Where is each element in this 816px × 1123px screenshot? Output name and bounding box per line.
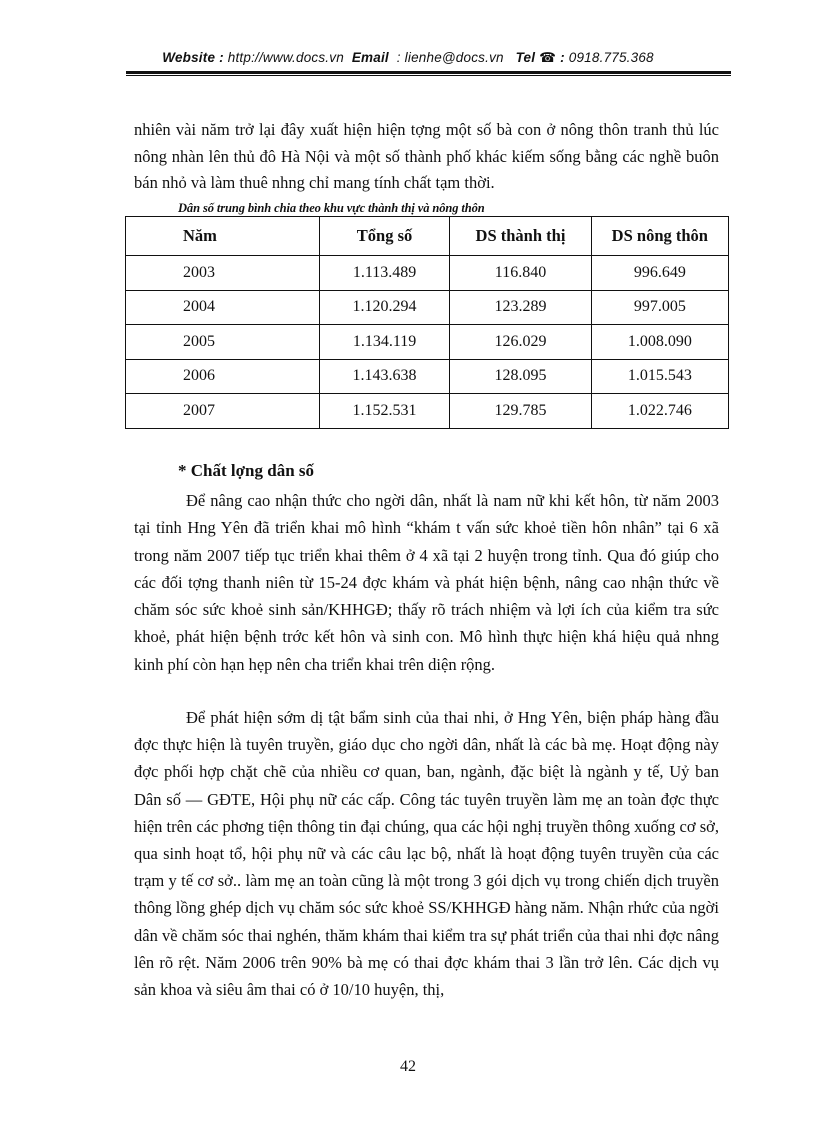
email-value[interactable]: : lienhe@docs.vn <box>396 50 504 65</box>
tel-label: Tel ☎ : <box>515 50 565 65</box>
cell-rural: 1.022.746 <box>591 394 728 429</box>
table-caption: Dân số trung bình chia theo khu vực thành thị và nông thôn <box>178 201 485 215</box>
cell-year: 2005 <box>126 325 320 360</box>
cell-urban: 129.785 <box>450 394 591 429</box>
website-label: Website : <box>162 50 224 65</box>
cell-year: 2007 <box>126 394 320 429</box>
cell-urban: 116.840 <box>450 256 591 291</box>
cell-total: 1.120.294 <box>319 290 450 325</box>
header-year: Năm <box>126 217 320 256</box>
header-rural: DS nông thôn <box>591 217 728 256</box>
cell-rural: 1.008.090 <box>591 325 728 360</box>
cell-total: 1.113.489 <box>319 256 450 291</box>
website-url[interactable]: http://www.docs.vn <box>227 50 344 65</box>
cell-rural: 996.649 <box>591 256 728 291</box>
cell-rural: 997.005 <box>591 290 728 325</box>
cell-total: 1.152.531 <box>319 394 450 429</box>
table-header-row <box>126 217 729 256</box>
page-header <box>0 50 816 66</box>
cell-year: 2004 <box>126 290 320 325</box>
table-row <box>126 394 729 429</box>
header-urban: DS thành thị <box>450 217 591 256</box>
cell-total: 1.143.638 <box>319 359 450 394</box>
cell-urban: 123.289 <box>450 290 591 325</box>
cell-rural: 1.015.543 <box>591 359 728 394</box>
header-total: Tổng số <box>319 217 450 256</box>
paragraph-birth-defects: Để phát hiện sớm dị tật bẩm sinh của thai nhi, ở Hng Yên, biện pháp hàng đầu đợc thực hiện là tuyên truyền, giáo dục cho ngời dân, nhất là các bà mẹ. Hoạt động này đợc phối hợp chặt chẽ của nhiều cơ quan, ban, ngành, đặc biệt là ngành y tế, Uỷ ban Dân số — GĐTE, Hội phụ nữ các cấp. Công tác tuyên truyền làm mẹ an toàn đợc thực hiện trên các phơng tiện thông tin đại chúng, qua các hội nghị truyền thông xuống cơ sở, qua sinh hoạt tổ, hội phụ nữ và các câu lạc bộ, nhất là hoạt động tuyên truyền của các trạm y tế cơ sở.. làm mẹ an toàn cũng là một trong 3 gói dịch vụ trong chiến dịch truyền thông lồng ghép dịch vụ chăm sóc sức khoẻ SS/KHHGĐ hàng năm. Nhận rhức của ngời dân về chăm sóc thai nghén, thăm khám thai kiểm tra sự phát triển của thai nhi đợc nâng lên rõ rệt. Năm 2006 trên 90% bà mẹ có thai đợc khám thai 3 lần trở lên. Các dịch vụ sản khoa và siêu âm thai có ở 10/10 huyện, thị, <box>134 708 719 1000</box>
table-row <box>126 290 729 325</box>
cell-urban: 128.095 <box>450 359 591 394</box>
table-row <box>126 325 729 360</box>
section-title: * Chất lợng dân số <box>178 461 315 480</box>
cell-year: 2003 <box>126 256 320 291</box>
population-table <box>125 216 729 429</box>
header-rule-thin <box>126 75 731 76</box>
cell-year: 2006 <box>126 359 320 394</box>
intro-paragraph: nhiên vài năm trở lại đây xuất hiện hiện tợng một số bà con ở nông thôn tranh thủ lúc nông nhàn lên thủ đô Hà Nội và một số thành phố khác kiếm sống bằng các nghề buôn bán nhỏ và làm thuê nhng chỉ mang tính chất tạm thời. <box>134 120 719 192</box>
header-rule-thick <box>126 71 731 74</box>
table-row <box>126 256 729 291</box>
cell-total: 1.134.119 <box>319 325 450 360</box>
tel-value: 0918.775.368 <box>568 50 654 65</box>
email-label: Email <box>351 50 389 65</box>
cell-urban: 126.029 <box>450 325 591 360</box>
paragraph-premarital-checkup: Để nâng cao nhận thức cho ngời dân, nhất là nam nữ khi kết hôn, từ năm 2003 tại tỉnh Hng Yên đã triển khai mô hình “khám t vấn sức khoẻ tiền hôn nhân” tại 6 xã trong năm 2007 tiếp tục triển khai thêm ở 4 xã tại 2 huyện trong tỉnh. Qua đó giúp cho các đối tợng thanh niên từ 15-24 đợc khám và phát hiện bệnh, nâng cao nhận thức về chăm sóc sức khoẻ sinh sản/KHHGĐ; thấy rõ trách nhiệm và lợi ích của kiểm tra sức khoẻ, phát hiện bệnh trớc kết hôn và sinh con. Mô hình thực hiện khá hiệu quả nhng kinh phí còn hạn hẹp nên cha triển khai trên diện rộng. <box>134 491 719 674</box>
page-number: 42 <box>400 1058 416 1075</box>
table-row <box>126 359 729 394</box>
